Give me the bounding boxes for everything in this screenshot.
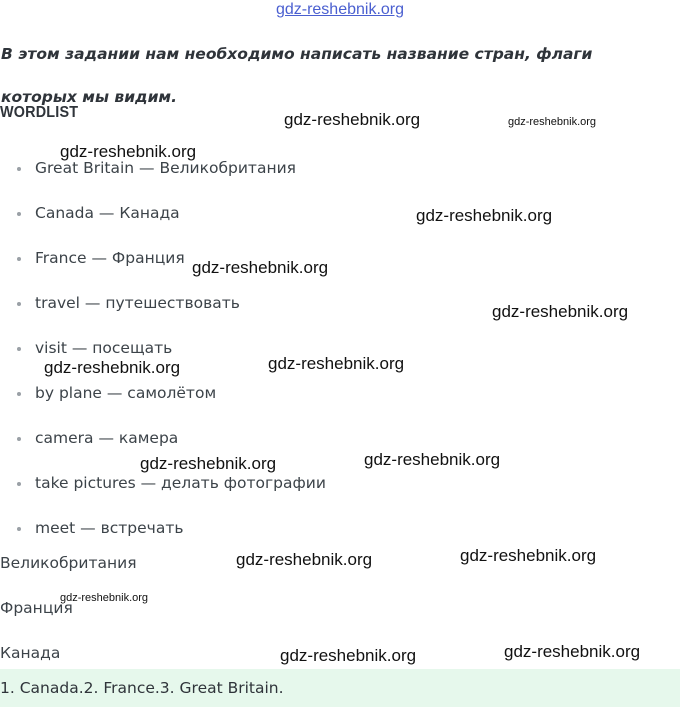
bullet-icon — [17, 257, 21, 261]
watermark: gdz-reshebnik.org — [60, 142, 197, 161]
watermark: gdz-reshebnik.org — [508, 116, 597, 128]
bullet-icon — [17, 347, 21, 351]
watermark: gdz-reshebnik.org — [60, 592, 149, 604]
watermark: gdz-reshebnik.org — [504, 642, 641, 661]
bullet-icon — [17, 392, 21, 396]
bullet-icon — [17, 527, 21, 531]
watermark: gdz-reshebnik.org — [460, 546, 597, 565]
bullet-icon — [17, 302, 21, 306]
watermark: gdz-reshebnik.org — [236, 550, 373, 569]
site-header-link[interactable]: gdz-reshebnik.org — [275, 1, 405, 18]
bullet-icon — [17, 437, 21, 441]
word-text: Great Britain — Великобритания — [35, 159, 296, 177]
answer-box — [0, 669, 680, 707]
word-text: take pictures — делать фотографии — [35, 474, 326, 492]
watermark: gdz-reshebnik.org — [284, 110, 421, 129]
watermark: gdz-reshebnik.org — [364, 450, 501, 469]
bullet-icon — [17, 482, 21, 486]
word-text: Canada — Канада — [35, 204, 180, 222]
watermark: gdz-reshebnik.org — [280, 646, 417, 665]
word-text: by plane — самолётом — [35, 384, 217, 402]
word-text: visit — посещать — [35, 339, 173, 357]
country-name: Канада — [0, 644, 61, 662]
watermark: gdz-reshebnik.org — [416, 206, 553, 225]
country-name: Франция — [0, 599, 73, 617]
word-text: travel — путешествовать — [35, 294, 240, 312]
word-text: France — Франция — [35, 249, 185, 267]
task-description: В этом задании нам необходимо написать название стран, флаги которых мы видим. — [1, 45, 593, 106]
watermark: gdz-reshebnik.org — [140, 454, 277, 473]
watermark: gdz-reshebnik.org — [192, 258, 329, 277]
watermark: gdz-reshebnik.org — [44, 358, 181, 377]
answer-text: 1. Canada.2. France.3. Great Britain. — [0, 679, 284, 697]
word-text: camera — камера — [35, 429, 179, 447]
watermark: gdz-reshebnik.org — [492, 302, 629, 321]
wordlist-title: WORDLIST — [0, 104, 79, 121]
word-text: meet — встречать — [35, 519, 184, 537]
bullet-icon — [17, 167, 21, 171]
country-name: Великобритания — [0, 554, 137, 572]
watermark: gdz-reshebnik.org — [268, 354, 405, 373]
bullet-icon — [17, 212, 21, 216]
